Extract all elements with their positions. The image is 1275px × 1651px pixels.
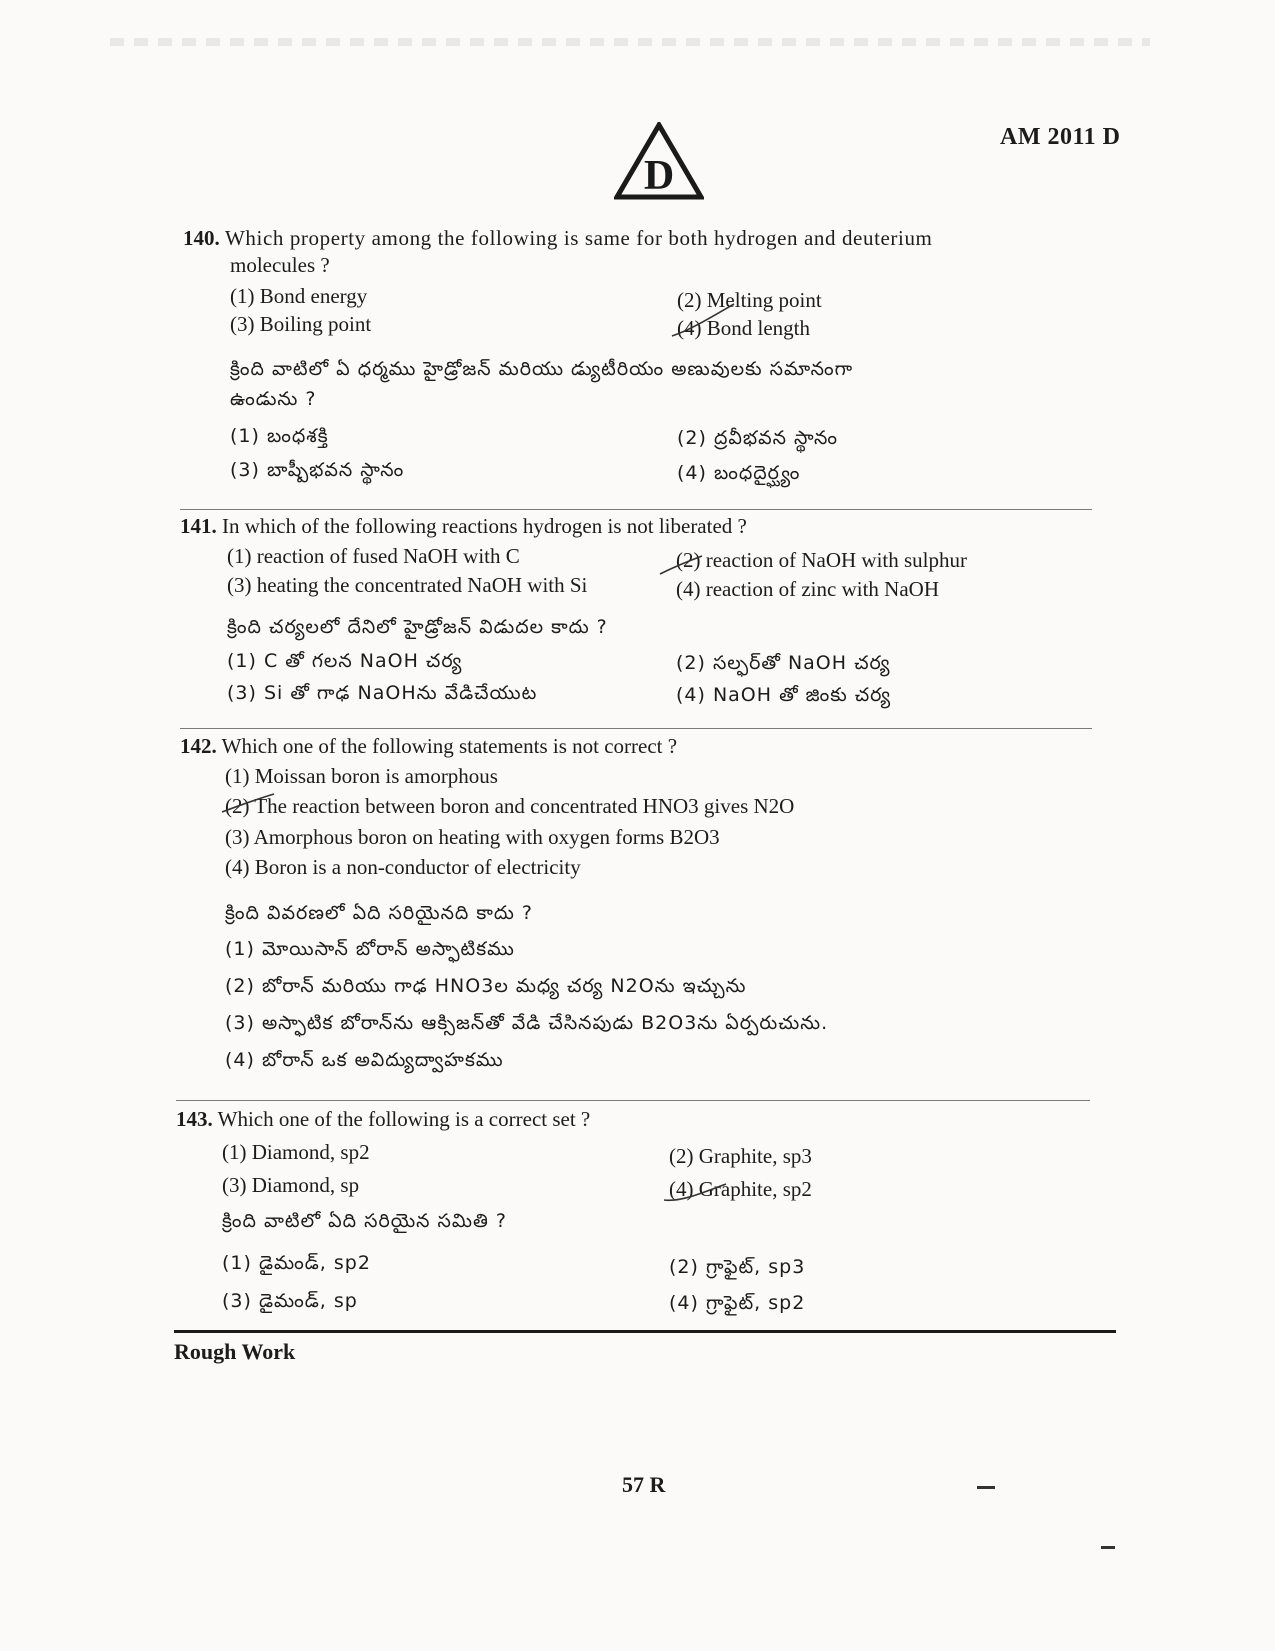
q142-option-4: (4) Boron is a non-conductor of electricity xyxy=(225,855,581,879)
q142-option-2: (2) The reaction between boron and concentrated HNO3 gives N2O xyxy=(225,794,795,818)
q141-telugu-option-3: (3) Si తో గాఢ NaOHను వేడిచేయుట xyxy=(227,682,538,704)
q142-telugu-option-4: (4) బోరాన్ ఒక అవిద్యుద్వాహకము xyxy=(225,1049,504,1071)
rough-work-label: Rough Work xyxy=(174,1339,296,1364)
q141-option-2: (2) reaction of NaOH with sulphur xyxy=(676,548,968,572)
separator-rule xyxy=(180,509,1092,510)
q143-option-2: (2) Graphite, sp3 xyxy=(669,1144,812,1168)
q141-telugu-option-4: (4) NaOH తో జింకు చర్య xyxy=(676,684,892,706)
q140-option-1: (1) Bond energy xyxy=(230,284,368,308)
q141-telugu-text: క్రింది చర్యలలో దేనిలో హైడ్రోజన్ విడుదల కాదు ? xyxy=(227,616,608,638)
q140-line2: molecules ? xyxy=(230,253,330,277)
q143-telugu-option-4: (4) గ్రాఫైట్, sp2 xyxy=(669,1292,806,1314)
q142-telugu-option-3: (3) అస్ఫాటిక బోరాన్‌ను ఆక్సిజన్‌తో వేడి చేసినపుడు B2O3ను ఏర్పరుచును. xyxy=(225,1012,829,1034)
q140-option-3: (3) Boiling point xyxy=(230,312,372,336)
scan-dash-mark xyxy=(1101,1546,1115,1549)
rough-work-divider xyxy=(174,1330,1116,1333)
q143-telugu-option-1: (1) డైమండ్, sp2 xyxy=(222,1252,371,1274)
q140-text: Which property among the following is same for both hydrogen and deuterium xyxy=(225,226,933,250)
q141-option-3: (3) heating the concentrated NaOH with Si xyxy=(227,573,588,597)
q142-number: 142. xyxy=(180,734,217,758)
q142-pencil-tick-mark xyxy=(218,790,278,816)
q143-option-4: (4) Graphite, sp2 xyxy=(669,1177,812,1201)
q142-line xyxy=(180,734,677,759)
q141-number: 141. xyxy=(180,514,217,538)
q143-telugu-option-2: (2) గ్రాఫైట్, sp3 xyxy=(669,1256,806,1278)
q141-pencil-tick-mark xyxy=(656,552,706,578)
q143-option-1: (1) Diamond, sp2 xyxy=(222,1140,370,1164)
set-triangle-logo xyxy=(614,122,704,200)
q142-telugu-option-1: (1) మోయిసాన్ బోరాన్ అస్ఫాటికము xyxy=(225,938,515,960)
q141-option-1: (1) reaction of fused NaOH with C xyxy=(227,544,520,568)
q143-telugu-option-3: (3) డైమండ్, sp xyxy=(222,1290,358,1312)
separator-rule xyxy=(176,1100,1090,1101)
q140-option-2: (2) Melting point xyxy=(677,288,822,312)
q143-line xyxy=(176,1107,590,1132)
separator-rule xyxy=(180,728,1092,729)
q141-text: In which of the following reactions hydrogen is not liberated ? xyxy=(222,514,747,538)
q140-telugu-line1: క్రింది వాటిలో ఏ ధర్మము హైడ్రోజన్ మరియు డ్యుటీరియం అణువులకు సమానంగా xyxy=(230,358,854,380)
q140-line1 xyxy=(183,226,933,251)
q143-telugu-text: క్రింది వాటిలో ఏది సరియైన సమితి ? xyxy=(222,1210,507,1232)
q140-telugu-option-2: (2) ద్రవీభవన స్థానం xyxy=(677,427,838,449)
scan-dash-mark xyxy=(977,1486,995,1489)
q140-number: 140. xyxy=(183,226,220,250)
q140-telugu-option-1: (1) బంధశక్తి xyxy=(230,425,329,447)
q140-telugu-line2: ఉండును ? xyxy=(230,388,317,410)
q140-telugu-option-4: (4) బంధదైర్ఘ్యం xyxy=(677,462,801,484)
q141-line xyxy=(180,514,747,539)
q142-telugu-text: క్రింది వివరణలో ఏది సరియైనది కాదు ? xyxy=(225,902,533,924)
page-number: 57 R xyxy=(622,1472,666,1497)
q140-pencil-tick-mark xyxy=(668,300,738,340)
set-letter: D xyxy=(643,153,675,199)
scan-artifact xyxy=(110,38,1150,46)
q142-option-3: (3) Amorphous boron on heating with oxygen forms B2O3 xyxy=(225,825,720,849)
q141-telugu-option-1: (1) C తో గలన NaOH చర్య xyxy=(227,650,463,672)
q142-text: Which one of the following statements is not correct ? xyxy=(221,734,678,758)
q141-telugu-option-2: (2) సల్ఫర్‌తో NaOH చర్య xyxy=(676,652,891,674)
q143-pencil-tick-mark xyxy=(660,1180,730,1206)
q141-option-4: (4) reaction of zinc with NaOH xyxy=(676,577,939,601)
q143-text: Which one of the following is a correct set ? xyxy=(217,1107,591,1131)
q143-number: 143. xyxy=(176,1107,213,1131)
q140-option-4: (4) Bond length xyxy=(677,316,810,340)
q143-option-3: (3) Diamond, sp xyxy=(222,1173,360,1197)
q142-telugu-option-2: (2) బోరాన్ మరియు గాఢ HNO3ల మధ్య చర్య N2Oను ఇచ్చును xyxy=(225,975,747,997)
paper-code: AM 2011 D xyxy=(1000,124,1121,150)
q140-telugu-option-3: (3) బాష్పీభవన స్థానం xyxy=(230,459,405,481)
q142-option-1: (1) Moissan boron is amorphous xyxy=(225,764,498,788)
